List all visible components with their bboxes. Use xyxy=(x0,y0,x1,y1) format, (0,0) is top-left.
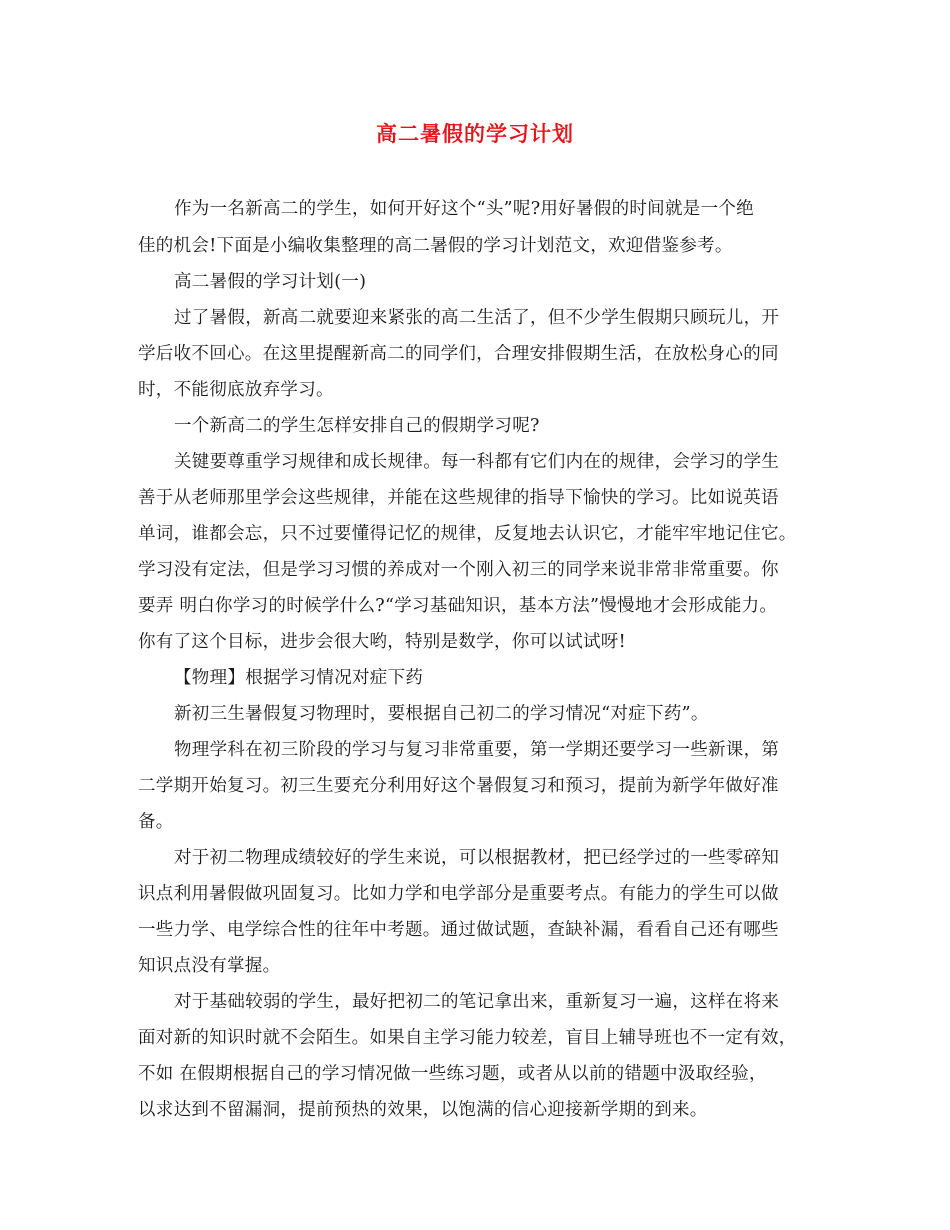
document-title: 高二暑假的学习计划 xyxy=(376,122,574,146)
paragraph-line: 以求达到不留漏洞，提前预热的效果，以饱满的信心迎接新学期的到来。 xyxy=(138,1100,708,1120)
paragraph-line: 物理学科在初三阶段的学习与复习非常重要，第一学期还要学习一些新课，第 xyxy=(174,740,780,760)
paragraph-line: 备。 xyxy=(138,812,174,832)
paragraph-line: 一个新高二的学生怎样安排自己的假期学习呢? xyxy=(174,416,540,436)
paragraph-line: 过了暑假，新高二就要迎来紧张的高二生活了，但不少学生假期只顾玩儿，开 xyxy=(174,308,780,328)
paragraph-line: 识点利用暑假做巩固复习。比如力学和电学部分是重要考点。有能力的学生可以做 xyxy=(138,884,779,904)
paragraph-line: 对于基础较弱的学生，最好把初二的笔记拿出来，重新复习一遍，这样在将来 xyxy=(174,992,780,1012)
paragraph-line: 知识点没有掌握。 xyxy=(138,956,281,976)
paragraph-line: 新初三生暑假复习物理时，要根据自己初二的学习情况“对症下药”。 xyxy=(174,704,709,724)
paragraph-line: 关键要尊重学习规律和成长规律。每一科都有它们内在的规律，会学习的学生 xyxy=(174,452,780,472)
paragraph-line: 要弄 明白你学习的时候学什么?“学习基础知识，基本方法”慢慢地才会形成能力。 xyxy=(138,596,778,616)
paragraph-line: 学习没有定法，但是学习习惯的养成对一个刚入初三的同学来说非常非常重要。你 xyxy=(138,560,779,580)
paragraph-line: 佳的机会!下面是小编收集整理的高二暑假的学习计划范文，欢迎借鉴参考。 xyxy=(138,236,733,256)
paragraph-line: 单词，谁都会忘，只不过要懂得记忆的规律，反复地去认识它，才能牢牢地记住它。 xyxy=(138,524,797,544)
paragraph-line: 面对新的知识时就不会陌生。如果自主学习能力较差，盲目上辅导班也不一定有效， xyxy=(138,1028,797,1048)
paragraph-line: 学后收不回心。在这里提醒新高二的同学们，合理安排假期生活，在放松身心的同 xyxy=(138,344,779,364)
section-heading: 高二暑假的学习计划(一) xyxy=(174,272,367,292)
paragraph-line: 作为一名新高二的学生，如何开好这个“头”呢?用好暑假的时间就是一个绝 xyxy=(174,199,754,219)
paragraph-line: 一些力学、电学综合性的往年中考题。通过做试题，查缺补漏，看看自己还有哪些 xyxy=(138,920,779,940)
section-heading: 【物理】根据学习情况对症下药 xyxy=(174,668,424,688)
paragraph-line: 不如 在假期根据自己的学习情况做一些练习题，或者从以前的错题中汲取经验， xyxy=(138,1064,767,1084)
paragraph-line: 善于从老师那里学会这些规律，并能在这些规律的指导下愉快的学习。比如说英语 xyxy=(138,488,779,508)
paragraph-line: 对于初二物理成绩较好的学生来说，可以根据教材，把已经学过的一些零碎知 xyxy=(174,848,780,868)
paragraph-line: 时，不能彻底放弃学习。 xyxy=(138,380,334,400)
paragraph-line: 你有了这个目标，进步会很大哟，特别是数学，你可以试试呀! xyxy=(138,632,626,652)
paragraph-line: 二学期开始复习。初三生要充分利用好这个暑假复习和预习，提前为新学年做好准 xyxy=(138,776,779,796)
